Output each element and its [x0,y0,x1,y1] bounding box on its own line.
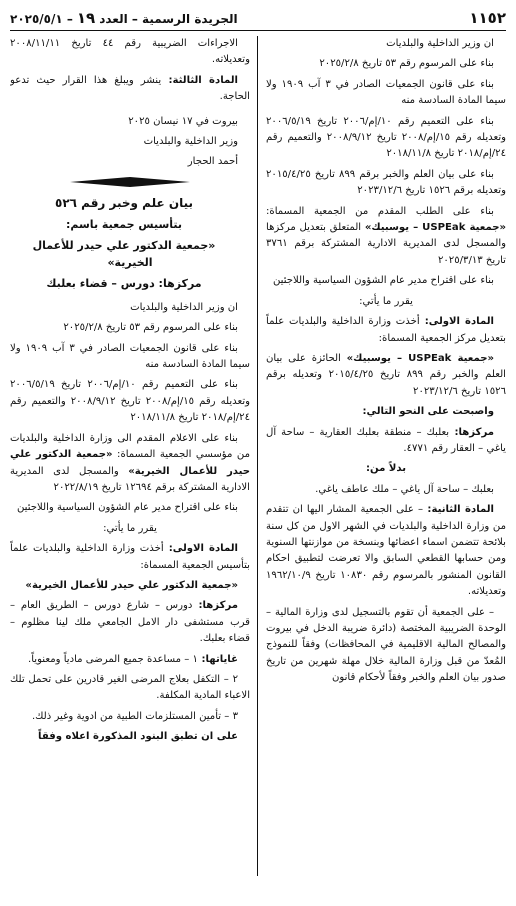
decision-heading: يقرر ما يأتي: [359,295,413,307]
right-column [266,36,506,898]
paragraph: على ان تطبق البنود المذكورة اعلاه وفقاً [38,731,238,743]
text-run: ينشر ويبلغ هذا القرار حيث تدعو الحاجة. [10,74,250,103]
journal-name: الجريدة الرسمية – العدد [99,12,238,26]
signature-title: وزير الداخلية والبلديات [143,136,238,148]
paragraph: بناء على التعميم رقم ١٠/إم/٢٠٠٦ تاريخ ٢٠٠٦/٥/١٩ وتعديله رقم ١٥/إم/٢٠٠٨ تاريخ ٢٠٠٨/٩/١٢ والتعميم رقم ٢٤/إم/٢٠١٨ تاريخ ٢٠١٨/١١/٨ [266,115,506,160]
article-label: المادة الاولى: [419,316,494,328]
journal-title [10,9,238,27]
paragraph: ٣ – تأمين المستلزمات الطبية من ادوية وغير ذلك. [31,710,238,722]
paragraph: بناء على بيان العلم والخبر برقم ٨٩٩ تاريخ ٢٠١٥/٤/٢٥ وتعديله برقم ١٥٢٦ تاريخ ٢٠٢٣/١٢/٦ [266,168,506,197]
text-run: أخذت وزارة الداخلية والبلديات علماً بتعديل مركز الجمعية المسماة: [266,316,506,344]
paragraph: – على الجمعية أن تقوم بالتسجيل لدى وزارة المالية – الوحدة الضريبية المختصة (دائرة ضريبة الدخل في بيروت والمصالح المالية الاقليمية في المحافظات) وفقاً للنموذج المُعدّ من قبل وزارة المالية خلال مهلة شهرين من تاريخ صدور بيان العلم والخبر وفقاً لأحكام قانون [266,606,506,684]
page-number: ١١٥٢ [469,9,506,27]
association-name: «جمعية USPEak – يوسبيك» [364,222,506,234]
text-run: بناء على الطلب المقدم من الجمعية المسماة: [266,205,494,217]
paragraph: الاجراءات الضريبية رقم ٤٤ تاريخ ٢٠٠٨/١١/١١ وتعديلاته. [10,38,250,66]
paragraph: بناء على التعميم رقم ١٠/إم/٢٠٠٦ تاريخ ٢٠٠٦/٥/١٩ وتعديله رقم ١٥/إم/٢٠٠٨ تاريخ ٢٠٠٨/٩/١٢ والتعميم رقم ٢٤/إم/٢٠١٨ تاريخ ٢٠١٨/١١/٨ [10,379,250,424]
page-header [10,6,506,31]
text-run: – على الجمعية المشار اليها ان تتقدم من وزارة الداخلية والبلديات في الشهر الاول من كل سنة بلائحة تتضمن اسماء اعضائها وبنسخة من موازنتها السنوية ومن حسابها القطعي السابق والا تعرضت لتطبيق احكام القانون المنشور بالمرسوم رقم ١٠٨٣٠ تاريخ ١٩٦٢/١٠/٩ وتعديلاته. [266,504,506,598]
paragraph: ان وزير الداخلية والبلديات [386,38,494,49]
signature-name: أحمد الحجار [187,156,238,168]
field-label: مركزها: [192,600,238,612]
subheading: بدلاً من: [365,463,407,475]
article-label: المادة الثالثة: [161,74,238,86]
paragraph: بناء على المرسوم رقم ٥٣ تاريخ ٢٠٢٥/٢/٨ [63,322,238,334]
paragraph: بناء على قانون الجمعيات الصادر في ٣ آب ١٩٠٩ ولا سيما المادة السادسة منه [266,78,506,107]
paragraph: بناء على قانون الجمعيات الصادر في ٣ آب ١٩٠٩ ولا سيما المادة السادسة منه [10,342,250,371]
association-name: «جمعية الدكتور علي حيدر للأعمال الخيرية» [25,579,238,591]
text-run: الحائزة على بيان العلم والخبر رقم ٨٩٩ تاريخ ٢٠١٥/٤/٢٥ وتعديله برقم ١٥٢٦ تاريخ ٢٠٢٣/١٢/٦ [266,352,506,397]
subheading: واصبحت على النحو التالي: [362,406,494,418]
paragraph: بعلبك – ساحة آل ياغي – ملك عاطف ياغي. [315,483,494,495]
article-three [10,73,250,106]
notice-title: بيان علم وخبر رقم ٥٢٦ [55,195,193,210]
section-divider-ornament [70,177,190,187]
paragraph: بناء على اقتراح مدير عام الشؤون السياسية واللاجئين [272,275,494,287]
text-run: المتعلق بتعديل مركزها والمسجل لدى المديرية الادارية المشتركة برقم ٣٧٦١ تاريخ ٢٠٢٥/٣/١٣ [266,222,506,266]
paragraph: بناء على اقتراح مدير عام الشؤون السياسية واللاجئين [16,502,238,514]
left-column [10,36,250,898]
issue-number: ١٩ [76,9,96,27]
text-run: ١ – مساعدة جميع المرضى مادياً ومعنوياً. [27,653,198,665]
signature-place-date: بيروت في ١٧ نيسان ٢٠٢٥ [128,115,238,127]
association-seat: مركزها: دورس – قضاء بعلبك [46,276,202,290]
column-divider [257,36,258,876]
paragraph: ٢ – التكفل بعلاج المرضى الغير قادرين على تحمل تلك الاعباء المادية المكلفة. [10,673,250,702]
text-run: بعلبك – منطقة بعلبك العقارية – ساحة آل ياغي – العقار رقم ٤٧٧١. [266,426,506,454]
field-label: غاياتها: [197,653,238,665]
decision-heading: يقرر ما يأتي: [103,522,157,534]
article-two [266,502,506,600]
article-one [10,541,250,574]
paragraph [266,351,506,400]
text-run: والمسجل لدى المديرية الادارية المشتركة برقم ١٢٦٩٤ تاريخ ٢٠٢٢/٨/١٩ [10,465,250,493]
association-title: «جمعية الدكتور علي حيدر للأعمال الخيرية» [32,238,216,269]
paragraph [266,425,506,458]
paragraph [266,204,506,270]
article-label: المادة الاولى: [163,543,238,555]
paragraph: بناء على المرسوم رقم ٥٣ تاريخ ٢٠٢٥/٢/٨ [319,58,494,70]
notice-subtitle: بتأسيس جمعية باسم: [65,217,183,231]
field-label: مركزها: [449,426,494,438]
paragraph [10,652,250,668]
text-run: أخذت وزارة الداخلية والبلديات علماً بتأسيس الجمعية المسماة: [10,543,250,571]
issue-date: – ٢٠٢٥/٥/١ [10,12,73,26]
text-run: دورس – شارع دورس – الطريق العام – قرب مستشفى دار الامل الجامعي ملك لينا مظلوم – قضاء بعلبك. [10,600,250,645]
association-name: «جمعية الدكتور علي حيدر للأعمال الخيرية» [10,449,250,477]
paragraph [10,598,250,647]
text-run: بناء على الاعلام المقدم الى وزارة الداخلية والبلديات من مؤسسي الجمعية المسماة: [10,432,250,461]
association-name: «جمعية USPEak – يوسبيك» [346,352,495,364]
article-label: المادة الثانية: [423,504,494,516]
paragraph: ان وزير الداخلية والبلديات [130,301,238,313]
article-one [266,314,506,347]
paragraph [10,431,250,497]
